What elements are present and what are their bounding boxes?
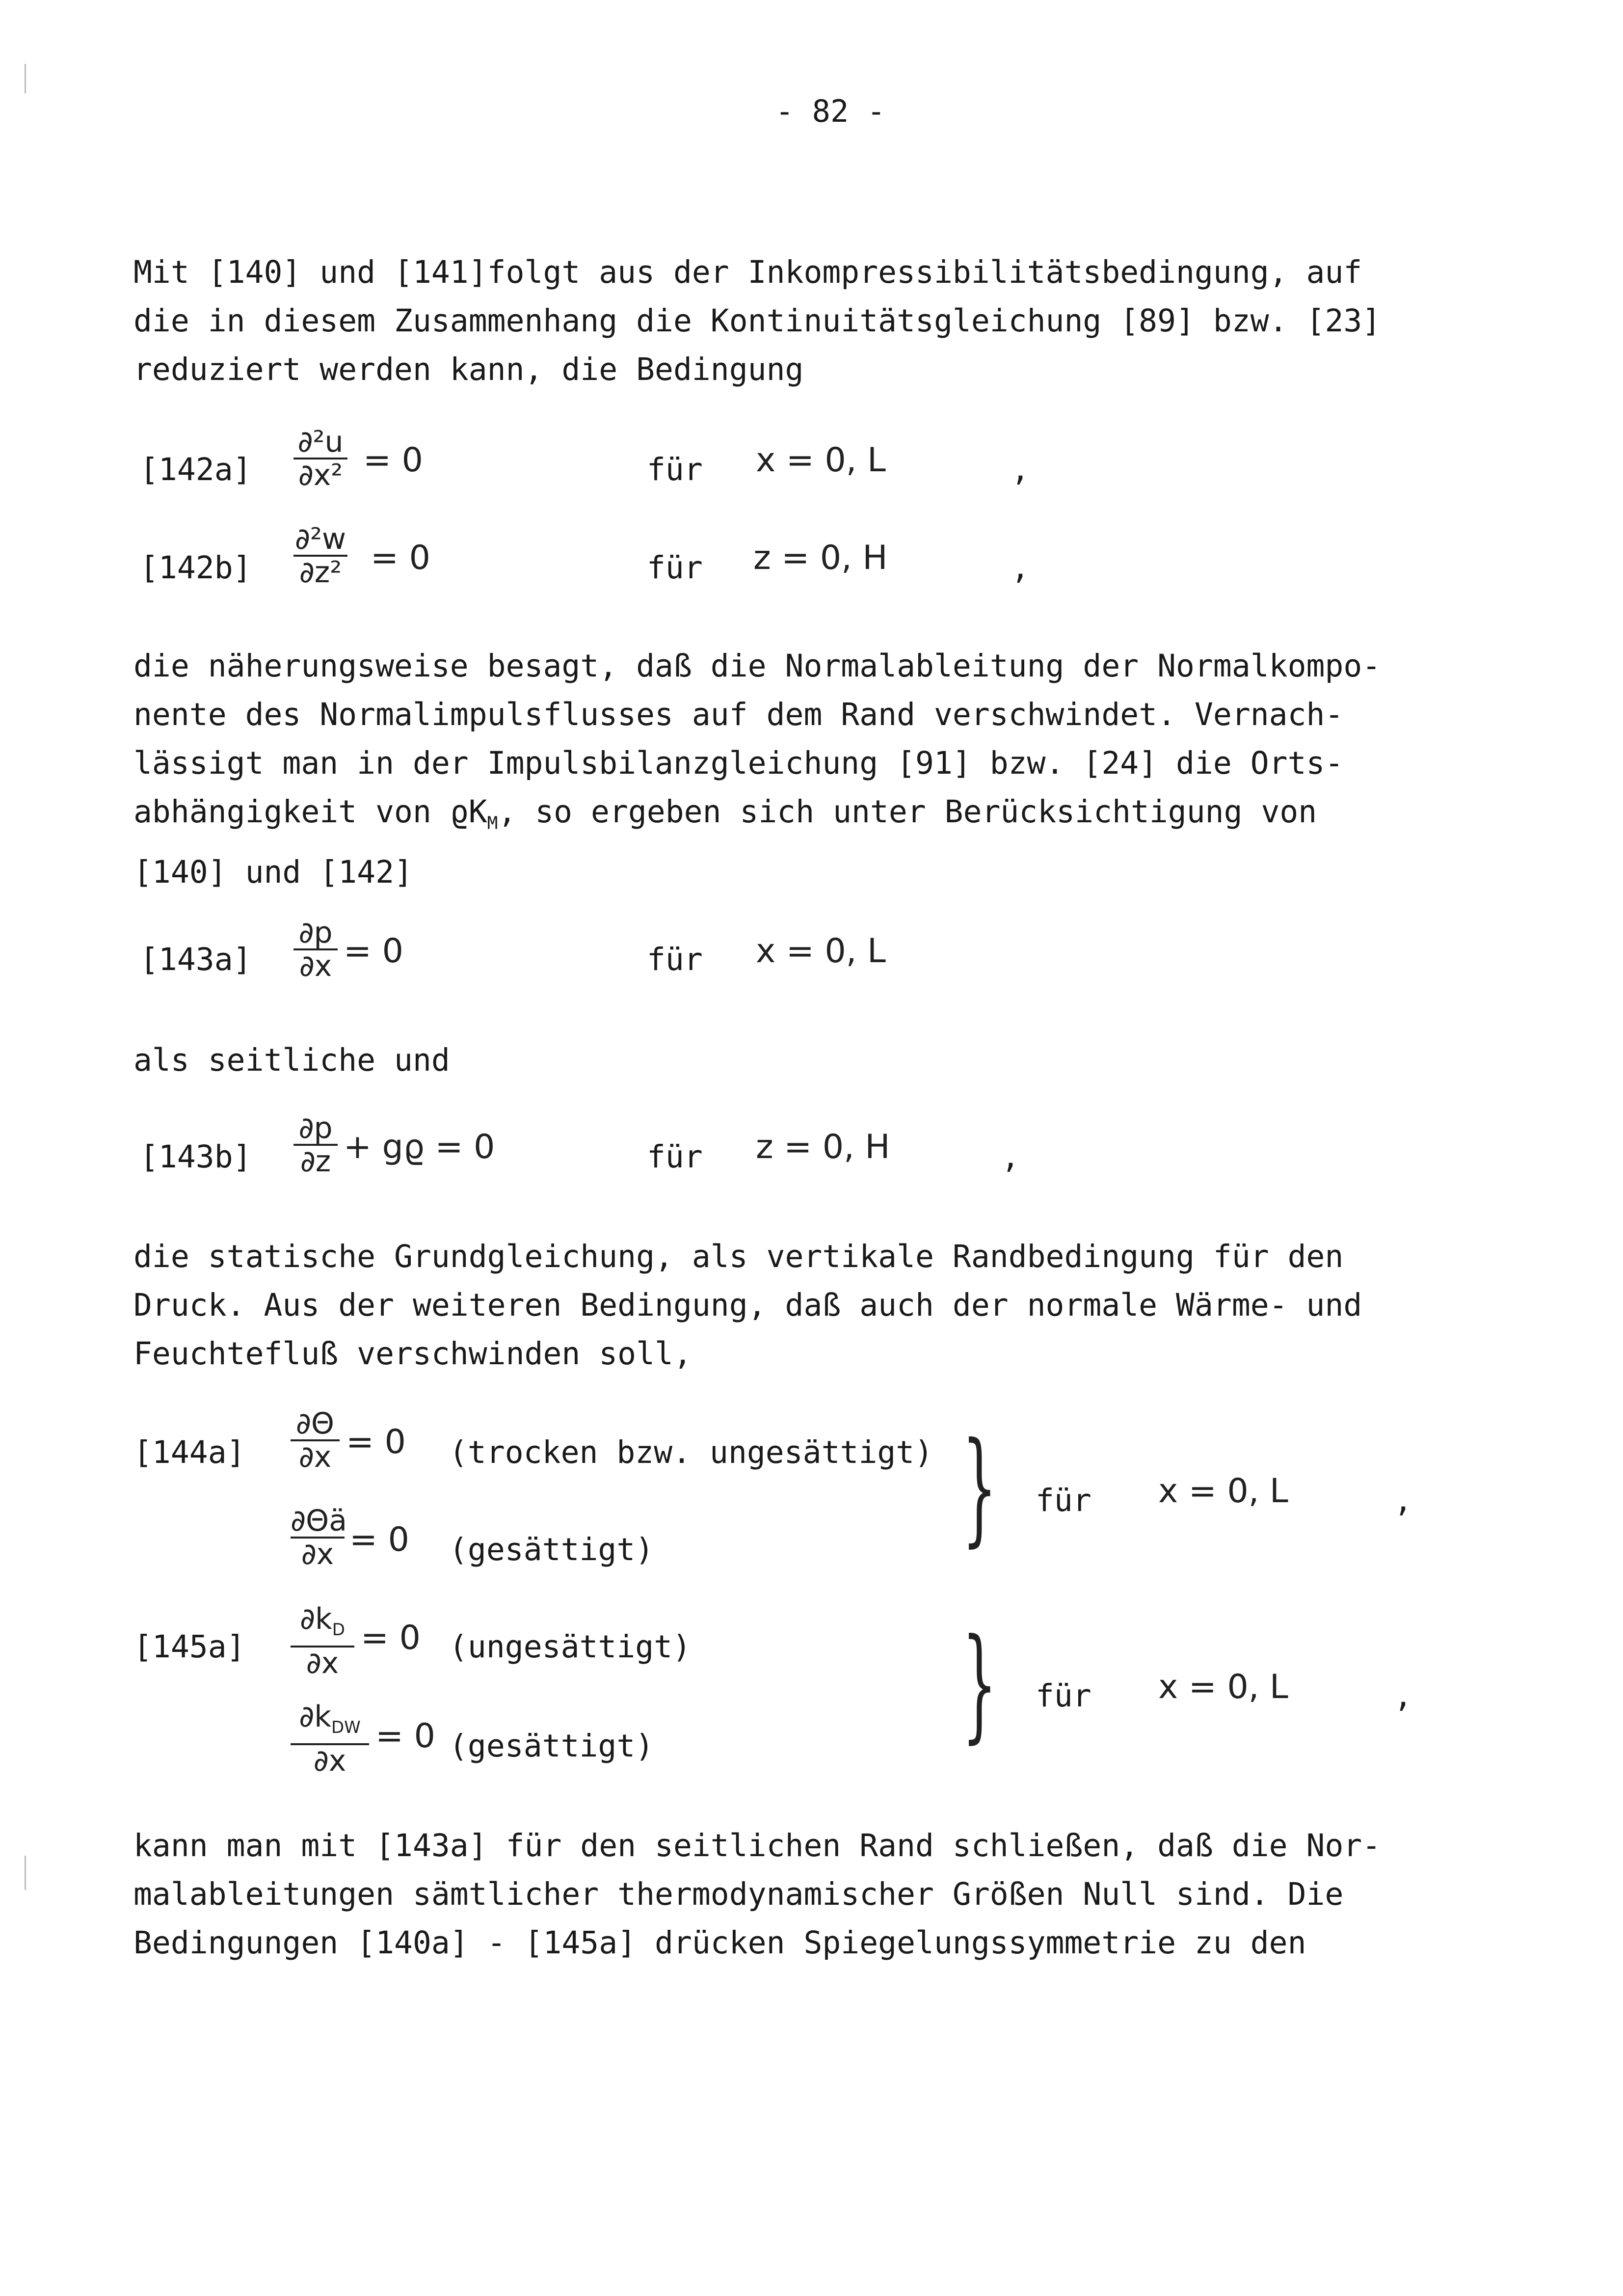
- equation-rhs: = 0: [371, 539, 430, 577]
- fraction-denominator: ∂z²: [299, 555, 342, 590]
- fraction-denominator: ∂x: [299, 949, 332, 983]
- for-word: für: [647, 1139, 703, 1175]
- page-number: - 82 -: [775, 93, 885, 129]
- fraction: [293, 427, 347, 490]
- equation-rhs: = 0: [349, 1520, 409, 1559]
- text-line: malableitungen sämtlicher thermodynamischer Größen Null sind. Die: [133, 1876, 1344, 1912]
- fraction: [291, 1406, 340, 1474]
- fraction: [293, 918, 338, 981]
- equation-rhs: = 0: [344, 932, 403, 971]
- text-line: Bedingungen [140a] - [145a] drücken Spiegelungssymmetrie zu den: [133, 1925, 1306, 1961]
- fraction-denominator: ∂x: [306, 1646, 339, 1680]
- paragraph-5: [133, 1821, 1488, 1967]
- text-line: Feuchtefluß verschwinden soll,: [133, 1336, 692, 1372]
- for-word: für: [1036, 1678, 1091, 1714]
- for-word: für: [647, 452, 703, 487]
- fraction-numerator: [291, 1604, 354, 1645]
- equation-label: [143a]: [140, 942, 252, 977]
- text-line: reduziert werden kann, die Bedingung: [133, 351, 804, 387]
- trailing-comma: ,: [1394, 1483, 1412, 1518]
- fraction-numerator-base: ∂k: [299, 1700, 331, 1734]
- right-curly-brace: }: [962, 1612, 997, 1755]
- fraction-denominator: ∂x: [301, 1537, 334, 1571]
- text-line: Mit [140] und [141]folgt aus der Inkompressibilitätsbedingung, auf: [133, 254, 1362, 290]
- scan-edge-mark: [25, 1856, 26, 1890]
- text-fragment: , so ergeben sich unter Berücksichtigung von: [498, 794, 1317, 830]
- trailing-comma: ,: [1011, 550, 1030, 586]
- trailing-comma: ,: [1001, 1139, 1020, 1175]
- fraction-numerator: ∂²w: [294, 522, 346, 556]
- text-line: kann man mit [143a] für den seitlichen Rand schließen, daß die Nor-: [133, 1828, 1381, 1864]
- equation-note: (ungesättigt): [449, 1629, 692, 1665]
- fraction: [293, 1111, 338, 1179]
- right-curly-brace: }: [962, 1416, 997, 1559]
- fraction-numerator: ∂²u: [297, 425, 344, 459]
- equation-condition: x = 0, L: [756, 932, 886, 971]
- for-word: für: [647, 550, 703, 586]
- equation-rhs: = 0: [361, 1619, 421, 1657]
- scan-edge-mark: [25, 64, 26, 93]
- text-line: [140] und [142]: [133, 854, 413, 890]
- subscript: D: [332, 1620, 345, 1640]
- paragraph-4: [133, 1232, 1488, 1378]
- text-line: lässigt man in der Impulsbilanzgleichung [91] bzw. [24] die Orts-: [133, 745, 1344, 781]
- paragraph-2: [133, 642, 1488, 896]
- text-line: [133, 787, 1488, 848]
- equation-condition: x = 0, L: [1158, 1668, 1288, 1706]
- fraction-numerator-base: ∂k: [300, 1602, 332, 1636]
- fraction-denominator: ∂x: [298, 1440, 332, 1474]
- fraction-numerator: ∂p: [298, 1111, 333, 1145]
- equation-condition: z = 0, H: [756, 1128, 890, 1166]
- equation-rhs: = 0: [363, 441, 423, 480]
- for-word: für: [647, 942, 703, 977]
- equation-rhs: = 0: [346, 1423, 406, 1461]
- equation-label: [143b]: [140, 1139, 252, 1175]
- trailing-comma: ,: [1394, 1678, 1412, 1714]
- equation-rhs: = 0: [375, 1717, 435, 1756]
- text-line: Druck. Aus der weiteren Bedingung, daß auch der normale Wärme- und: [133, 1287, 1362, 1323]
- text-fragment: abhängigkeit von ϱK: [133, 794, 487, 830]
- paragraph-3: als seitliche und: [133, 1042, 450, 1078]
- text-line: die näherungsweise besagt, daß die Normalableitung der Normalkompo-: [133, 648, 1381, 684]
- equation-condition: x = 0, L: [756, 441, 886, 480]
- fraction-numerator: ∂p: [298, 916, 333, 950]
- fraction: [293, 522, 347, 590]
- equation-condition: x = 0, L: [1158, 1472, 1288, 1511]
- fraction-denominator: ∂x: [313, 1744, 346, 1778]
- trailing-comma: ,: [1011, 452, 1030, 487]
- fraction: [291, 1702, 369, 1776]
- equation-note: (gesättigt): [449, 1532, 654, 1567]
- fraction-denominator: ∂z: [300, 1144, 331, 1179]
- subscript: DW: [331, 1718, 361, 1737]
- text-line: die statische Grundgleichung, als vertikale Randbedingung für den: [133, 1239, 1344, 1274]
- fraction-denominator: ∂x²: [298, 458, 343, 492]
- fraction-numerator: [291, 1702, 369, 1742]
- equation-note: (trocken bzw. ungesättigt): [449, 1434, 933, 1470]
- equation-note: (gesättigt): [449, 1728, 654, 1764]
- equation-label: [145a]: [133, 1629, 245, 1665]
- text-line: die in diesem Zusammenhang die Kontinuitätsgleichung [89] bzw. [23]: [133, 303, 1381, 339]
- fraction: [291, 1506, 345, 1569]
- fraction-numerator: ∂Θ: [295, 1406, 335, 1441]
- subscript: M: [487, 813, 498, 834]
- equation-condition: z = 0, H: [753, 539, 888, 577]
- equation-label: [142a]: [140, 452, 252, 487]
- paragraph-1: [133, 248, 1488, 394]
- equation-label: [142b]: [140, 550, 252, 586]
- fraction-numerator: ∂Θä: [291, 1504, 347, 1538]
- equation-label: [144a]: [133, 1434, 245, 1470]
- for-word: für: [1036, 1483, 1091, 1518]
- text-line: nente des Normalimpulsflusses auf dem Rand verschwindet. Vernach-: [133, 697, 1344, 732]
- equation-rhs: + gϱ = 0: [344, 1128, 495, 1166]
- fraction: [291, 1604, 354, 1678]
